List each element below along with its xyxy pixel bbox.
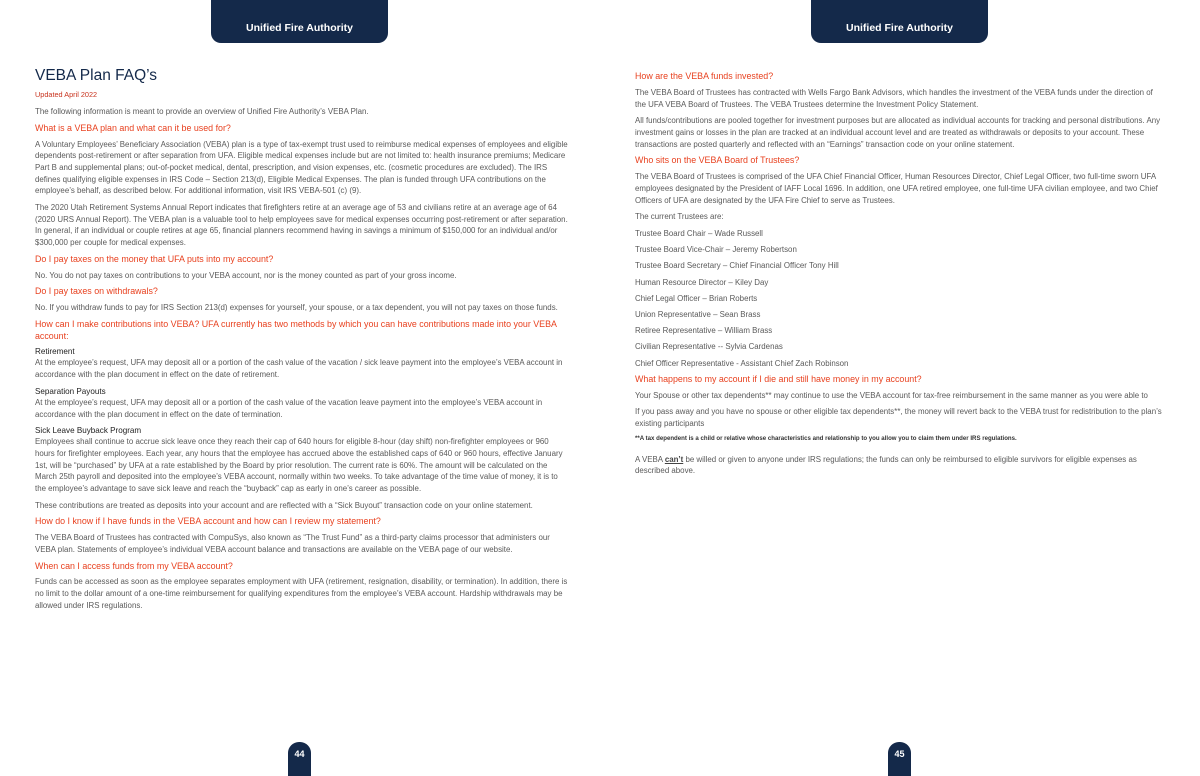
list-item: Trustee Board Chair – Wade Russell (635, 228, 763, 238)
list-item: Trustee Board Vice-Chair – Jeremy Robertson (635, 245, 797, 255)
faq-question: When can I access funds from my VEBA account? (35, 560, 233, 571)
header-tab (211, 0, 388, 43)
faq-question: What happens to my account if I die and still have money in my account? (635, 373, 922, 384)
faq-answer: No. You do not pay taxes on contributions to your VEBA account, nor is the money counted as part of your gross income. (35, 270, 457, 280)
subheading-retirement: Retirement (35, 347, 75, 357)
header-org: Unified Fire Authority (246, 22, 353, 34)
header-tab (811, 0, 988, 43)
faq-question: Who sits on the VEBA Board of Trustees? (635, 155, 800, 166)
faq-answer: These contributions are treated as deposits into your account and are reflected with a “Sick Buyout” transaction code on your online statement. (35, 500, 533, 510)
faq-answer: A Voluntary Employees’ Beneficiary Association (VEBA) plan is a type of tax-exempt trust used to reimburse medical expenses of employees and eligible dependents post-retirement or after separation from UFA. Eligible medical expenses include but are not limited to: health insurance premiums; Medicare Part B and supplemental plans; out-of-pocket medical, dental, prescription, and vision expenses, etc. (cosmetic procedures are excluded). The IRS defines qualifying eligible expenses in IRS Code – Section 213(d), Eligible Medical Expenses. The plan is funded through UFA contributions on the employee’s behalf, as described below. For additional information, visit IRS VEBA-501 (c) (9). (35, 139, 568, 196)
list-item: Retiree Representative – William Brass (635, 326, 773, 336)
faq-answer: Employees shall continue to accrue sick leave once they reach their cap of 640 hours for eligible 8-hour (day shift) non-firefighter employees or 960 hours for firefighter employees. Each year, any hours that the employee has accrued above the established caps of 640 or 960 hours, effective January 1st, will be “purchased” by UFA at a rate established by the Board by prior resolution. The current rate is 60%. The amount will be calculated on the March 25th payroll and deposited into the employee’s VEBA account, normally within two weeks. To take advantage of the time value of money, it is to the employee’s advantage to save sick leave and reach the “buyback” cap as early in one’s career as possible. (35, 437, 563, 494)
list-item: Civilian Representative -- Sylvia Cardenas (635, 342, 783, 352)
page-content (35, 67, 568, 617)
list-item: Human Resource Director – Kiley Day (635, 277, 769, 287)
page-number: 45 (888, 742, 911, 776)
text-part: be willed or given to anyone under IRS regulations; the funds can only be reimbursed to eligible survivors for eligible expenses as described above. (635, 454, 1137, 476)
faq-answer: The VEBA Board of Trustees is comprised of the UFA Chief Financial Officer, Human Resources Director, Chief Legal Officer, two full-time sworn UFA employees designated by the President of IAFF Local 1696. In addition, one UFA retired employee, one full-time UFA civilian employee, and two Chief Officers of UFA are designated by the UFA Fire Chief to serve as Trustees. (635, 172, 1158, 205)
faq-answer: If you pass away and you have no spouse or other eligible tax dependents**, the money will revert back to the VEBA trust for redistribution to the plan’s existing participants (635, 407, 1162, 428)
faq-answer: All funds/contributions are pooled together for investment purposes but are allocated as individual accounts for tracking and personal distributions. Any investment gains or losses in the plan are tracked at an individual account level and are treated as withdrawals or deposits to your account. These transactions are posted quarterly and reflected with an “Earnings” transaction code on your online statement. (635, 116, 1161, 149)
header-org: Unified Fire Authority (846, 22, 953, 34)
subheading-buyback: Sick Leave Buyback Program (35, 426, 142, 436)
faq-answer: The VEBA Board of Trustees has contracted with Wells Fargo Bank Advisors, which handles the investment of the VEBA funds under the direction of the UFA VEBA Board of Trustees. The VEBA Trustees determine the Investment Policy Statement. (635, 87, 1153, 109)
list-item: Trustee Board Secretary – Chief Financial Officer Tony Hill (635, 261, 839, 271)
subheading-separation: Separation Payouts (35, 386, 106, 396)
faq-answer: The VEBA Board of Trustees has contracted with CompuSys, also known as “The Trust Fund” as a third-party claims processor that administers our VEBA plan. Statements of employee’s individual VEBA account balance and transactions are available on the VEBA page of our website. (35, 533, 550, 554)
faq-answer: The current Trustees are: (635, 212, 724, 222)
faq-answer: At the employee’s request, UFA may deposit all or a portion of the cash value of the vacation leave payment into the employee’s VEBA account in accordance with the plan document in effect on the date of termination. (35, 397, 543, 419)
faq-answer: At the employee’s request, UFA may deposit all or a portion of the cash value of the vacation / sick leave payment into the employee’s VEBA account in accordance with the plan document in effect on the date of retirement. (35, 358, 563, 380)
faq-question: Do I pay taxes on withdrawals? (35, 286, 158, 297)
footnote: **A tax dependent is a child or relative whose characteristics and relationship to you allow you to claim them under IRS regulations. (635, 434, 1017, 442)
intro-text: The following information is meant to provide an overview of Unified Fire Authority’s VEBA Plan. (35, 107, 369, 116)
faq-question: How are the VEBA funds invested? (635, 71, 774, 81)
updated-date: Updated April 2022 (35, 90, 98, 99)
emphasis-cant: can’t (664, 454, 684, 464)
trustee-list (635, 228, 1162, 369)
faq-answer: Your Spouse or other tax dependents** may continue to use the VEBA account for tax-free reimbursement in the same manner as you were able to (635, 390, 1148, 400)
faq-question: Do I pay taxes on the money that UFA puts into my account? (35, 253, 274, 264)
faq-question: How do I know if I have funds in the VEBA account and how can I review my statement? (35, 516, 381, 527)
page-45 (600, 0, 1200, 776)
faq-answer: Funds can be accessed as soon as the employee separates employment with UFA (retirement, resignation, disability, or termination). In addition, there is no limit to the dollar amount of a one-time reimbursement for qualifying expenditures from the employee’s VEBA account. Hardship withdrawals may be allowed under IRS regulations. (35, 577, 568, 610)
faq-question: How can I make contributions into VEBA? UFA currently has two methods by which you can have contributions made into your VEBA account: (35, 318, 557, 341)
text-part: A VEBA (635, 454, 665, 464)
list-item: Chief Officer Representative - Assistant Chief Zach Robinson (635, 358, 849, 368)
faq-question: What is a VEBA plan and what can it be used for? (35, 122, 231, 133)
faq-answer: The 2020 Utah Retirement Systems Annual Report indicates that firefighters retire at an average age of 53 and civilians retire at an average age of 64 (2020 URS Annual Report). The VEBA plan is a valuable tool to help employees save for medical expenses occurring post-retirement or after separation. In general, if an individual or couple retires at age 65, financial planners recommend having in savings a minimum of $150,000 for an individual and/or $300,000 per couple for medical expenses. (35, 203, 568, 248)
list-item: Chief Legal Officer – Brian Roberts (635, 293, 758, 303)
page-content (635, 68, 1162, 482)
list-item: Union Representative – Sean Brass (635, 309, 761, 319)
page-number: 44 (288, 742, 311, 776)
faq-answer: No. If you withdraw funds to pay for IRS Section 213(d) expenses for yourself, your spouse, or a tax dependent, you will not pay taxes on those funds. (35, 303, 558, 313)
faq-answer (635, 454, 1162, 477)
page-title: VEBA Plan FAQ’s (35, 67, 158, 84)
